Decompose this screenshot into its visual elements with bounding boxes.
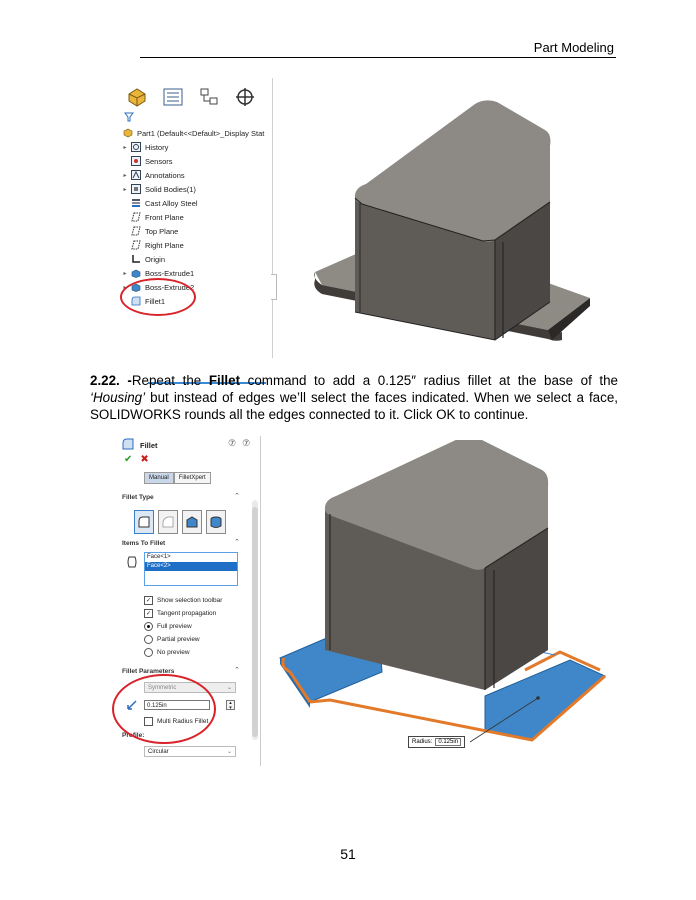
radius-callout-value[interactable]: 0.125in <box>435 738 461 746</box>
no-preview-radio[interactable]: No preview <box>144 648 190 657</box>
annotations-icon <box>130 170 141 181</box>
configuration-manager-tab-icon[interactable] <box>196 85 222 109</box>
collapse-chevron-icon[interactable]: ⌃ <box>234 539 240 546</box>
partial-preview-radio[interactable]: Partial preview <box>144 635 200 644</box>
radius-callout[interactable]: Radius: 0.125in <box>408 736 465 748</box>
tree-item-top-plane[interactable]: Top Plane <box>120 224 272 238</box>
show-selection-toolbar-checkbox[interactable]: ✓ Show selection toolbar <box>145 597 223 604</box>
fillet-parameters-label: Fillet Parameters <box>122 668 175 675</box>
ok-button[interactable]: ✔ <box>124 454 133 465</box>
plane-icon <box>130 240 141 251</box>
scrollbar-thumb[interactable] <box>252 507 258 737</box>
history-icon <box>130 142 141 153</box>
origin-icon <box>130 254 141 265</box>
radius-spinner[interactable]: ▴ ▾ <box>226 700 235 710</box>
fillet-icon <box>122 438 134 452</box>
tab-filletxpert[interactable]: FilletXpert <box>174 472 211 484</box>
profile-dropdown[interactable]: Circular ⌄ <box>144 746 236 757</box>
method-dropdown[interactable]: Symmetric ⌄ <box>144 682 236 693</box>
tree-item-boss-extrude2[interactable]: ▸ Boss-Extrude2 <box>120 280 272 294</box>
sensors-icon <box>130 156 141 167</box>
tab-manual[interactable]: Manual <box>144 472 174 484</box>
tree-item-annotations[interactable]: ▸ Annotations <box>120 168 272 182</box>
material-icon <box>130 198 141 209</box>
tree-item-origin[interactable]: Origin <box>120 252 272 266</box>
extrude-icon <box>130 268 141 279</box>
highlight-ellipse-radius <box>112 674 216 744</box>
tree-item-front-plane[interactable]: Front Plane <box>120 210 272 224</box>
housing-model-view-preview <box>270 440 620 750</box>
face-fillet-icon[interactable] <box>182 510 202 534</box>
chevron-down-icon: ⌄ <box>226 685 232 691</box>
plane-icon <box>130 226 141 237</box>
step-caption: 2.22. -Repeat the Fillet command to add a 0.125″ radius fillet at the base of the ‘Housing’ but instead of edges we’ll select the faces indicated. When we select a face, SOLIDWORKS rounds all the edges connected to it. Click OK to continue. <box>90 373 618 422</box>
tree-item-fillet1[interactable]: Fillet1 <box>120 294 272 308</box>
housing-model-view <box>300 90 630 350</box>
plane-icon <box>130 212 141 223</box>
chevron-down-icon: ⌄ <box>226 749 232 755</box>
full-preview-radio[interactable]: Full preview <box>144 622 192 631</box>
cancel-button[interactable]: ✖ <box>140 454 149 465</box>
page-header: Part Modeling <box>533 40 614 55</box>
tree-item-right-plane[interactable]: Right Plane <box>120 238 272 252</box>
tree-item-part[interactable]: Part1 (Default<<Default>_Display Stat <box>120 126 272 140</box>
collapse-chevron-icon[interactable]: ⌃ <box>234 667 240 674</box>
solid-bodies-icon <box>130 184 141 195</box>
feature-tree-tab-icon[interactable] <box>124 85 150 109</box>
header-rule <box>140 57 616 58</box>
items-to-fillet-label: Items To Fillet <box>122 540 166 547</box>
help-icon[interactable]: ⑦ <box>242 438 251 448</box>
constant-radius-fillet-icon[interactable] <box>134 510 154 534</box>
list-item[interactable]: Face<1> <box>147 554 171 560</box>
tangent-propagation-checkbox[interactable]: ✓ Tangent propagation <box>145 610 217 617</box>
panel-collapse-handle[interactable] <box>271 274 277 300</box>
feature-manager-tree <box>120 78 273 358</box>
property-manager-tab-icon[interactable] <box>160 85 186 109</box>
part-icon <box>122 128 133 139</box>
collapse-chevron-icon[interactable]: ⌃ <box>234 493 240 500</box>
expand-arrow-icon[interactable]: ▸ <box>123 284 127 291</box>
filter-icon[interactable] <box>124 112 134 124</box>
expand-arrow-icon[interactable]: ▸ <box>123 144 127 151</box>
expand-arrow-icon[interactable]: ▸ <box>123 270 127 277</box>
full-round-fillet-icon[interactable] <box>206 510 226 534</box>
tree-item-material[interactable]: Cast Alloy Steel <box>120 196 272 210</box>
items-to-fillet-list[interactable] <box>144 552 238 586</box>
dimxpert-tab-icon[interactable] <box>232 85 258 109</box>
face-selection-icon <box>126 556 138 570</box>
fillet-type-buttons <box>134 510 226 534</box>
fillet-type-label: Fillet Type <box>122 494 154 501</box>
pm-tabs <box>144 472 211 484</box>
help-icon[interactable]: ⑦ <box>228 438 237 448</box>
pm-title: Fillet <box>140 440 158 450</box>
feature-manager-toolbar <box>124 82 258 112</box>
variable-radius-fillet-icon[interactable] <box>158 510 178 534</box>
multi-radius-checkbox[interactable]: Multi Radius Fillet <box>144 717 208 726</box>
expand-arrow-icon[interactable]: ▸ <box>123 186 127 193</box>
radius-input[interactable]: 0.125in <box>144 700 210 710</box>
tree-item-history[interactable]: ▸ History <box>120 140 272 154</box>
page-number: 51 <box>340 846 356 862</box>
profile-label: Profile: <box>122 732 145 739</box>
expand-arrow-icon[interactable]: ▸ <box>123 172 127 179</box>
tree-item-sensors[interactable]: Sensors <box>120 154 272 168</box>
list-item[interactable]: Face<2> <box>145 562 237 571</box>
tree-item-solid-bodies[interactable]: ▸ Solid Bodies(1) <box>120 182 272 196</box>
highlight-ellipse-fillet1 <box>120 278 196 316</box>
tree-item-boss-extrude1[interactable]: ▸ Boss-Extrude1 <box>120 266 272 280</box>
